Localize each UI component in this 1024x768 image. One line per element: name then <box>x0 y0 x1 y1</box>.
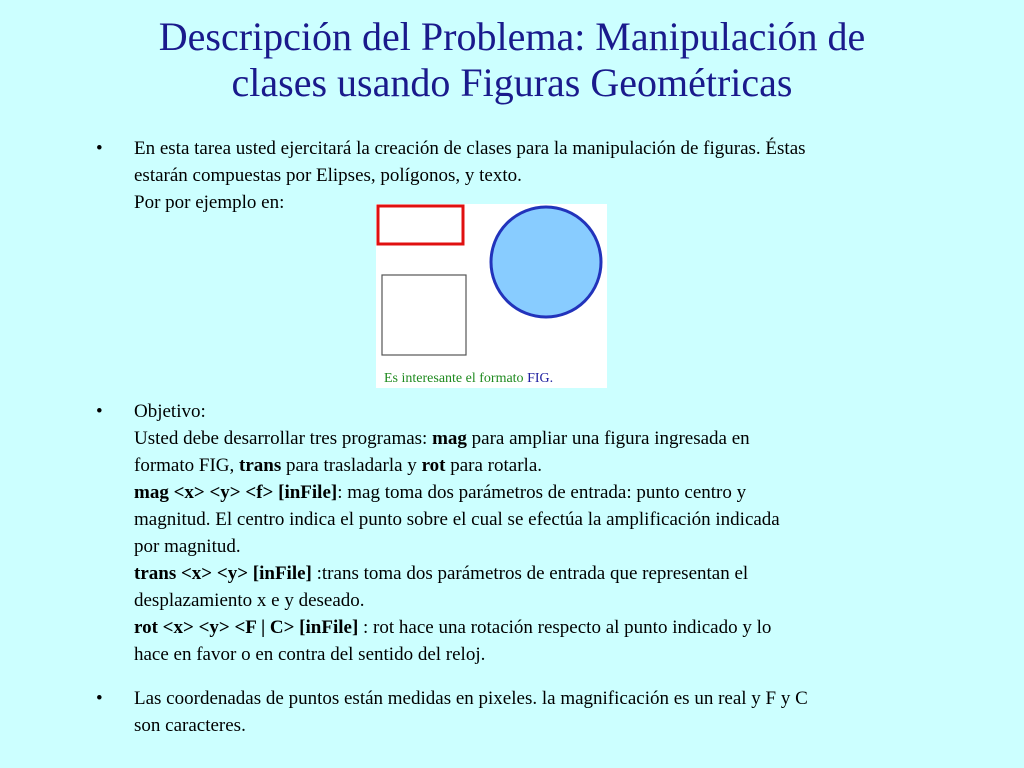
text: formato FIG, <box>134 455 240 476</box>
rot-command: rot <x> <y> <F | C> [inFile] <box>134 617 359 638</box>
rot-keyword: rot <box>421 455 446 476</box>
objective-line-10: hace en favor o en contra del sentido del reloj. <box>134 644 486 665</box>
objective-heading: Objetivo: <box>134 401 206 422</box>
objective-line-3 <box>134 452 956 479</box>
bullet-marker: • <box>96 688 103 709</box>
bullet-marker: • <box>96 138 103 159</box>
red-rectangle <box>378 206 463 244</box>
bullet-objective-body <box>134 398 956 668</box>
caption-text: Es interesante el formato <box>384 371 528 386</box>
trans-usage-line <box>134 560 956 587</box>
figure-drawing <box>376 204 607 388</box>
text: para rotarla. <box>445 455 543 476</box>
text: para trasladarla y <box>281 455 422 476</box>
blue-circle <box>491 207 601 317</box>
text: : rot hace una rotación respecto al punto indicado y lo <box>358 617 772 638</box>
gray-square <box>382 275 466 355</box>
coordinates-line-2: son caracteres. <box>134 715 246 736</box>
title-line-1: Descripción del Problema: Manipulación de <box>158 14 866 59</box>
intro-line-2: estarán compuestas por Elipses, polígonos, y texto. <box>134 165 522 186</box>
caption-fig-word: FIG. <box>527 371 554 386</box>
rot-usage-line <box>134 614 956 641</box>
bullet-objective <box>96 398 956 668</box>
objective-line-2 <box>134 425 956 452</box>
objective-line-8: desplazamiento x e y deseado. <box>134 590 365 611</box>
bullet-coordinates-body <box>134 685 956 739</box>
figure-caption <box>384 371 553 387</box>
bullet-marker: • <box>96 401 103 422</box>
objective-line-6: por magnitud. <box>134 536 241 557</box>
text: :trans toma dos parámetros de entrada que representan el <box>311 563 749 584</box>
bullet-coordinates <box>96 685 956 739</box>
intro-line-1: En esta tarea usted ejercitará la creación de clases para la manipulación de figuras. Éstas <box>134 138 806 159</box>
title-line-2: clases usando Figuras Geométricas <box>231 60 793 105</box>
coordinates-line-1: Las coordenadas de puntos están medidas en pixeles. la magnificación es un real y F y C <box>134 688 808 709</box>
trans-command: trans <x> <y> [inFile] <box>134 563 312 584</box>
example-figure <box>376 204 607 388</box>
text: : mag toma dos parámetros de entrada: punto centro y <box>337 482 747 503</box>
trans-keyword: trans <box>239 455 282 476</box>
text: para ampliar una figura ingresada en <box>466 428 750 449</box>
intro-line-3: Por por ejemplo en: <box>134 192 285 213</box>
mag-keyword: mag <box>432 428 467 449</box>
text: Usted debe desarrollar tres programas: <box>134 428 433 449</box>
objective-line-5: magnitud. El centro indica el punto sobre el cual se efectúa la amplificación indicada <box>134 509 780 530</box>
mag-command: mag <x> <y> <f> [inFile] <box>134 482 338 503</box>
slide-title <box>60 14 964 106</box>
mag-usage-line <box>134 479 956 506</box>
